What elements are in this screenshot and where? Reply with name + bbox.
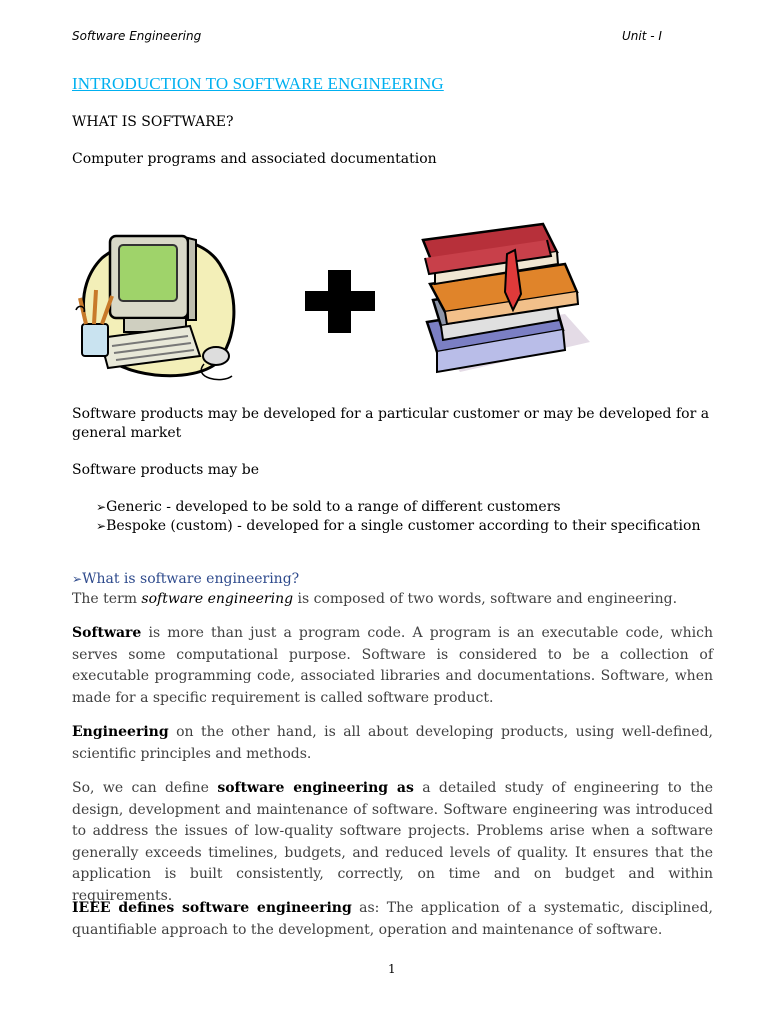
ieee-bold: IEEE defines software engineering (72, 900, 352, 916)
define-rest: a detailed study of engineering to the design, development and maintenance of software. Software engineering was introduced to address the issues of low-quality software projects. Problems arise when a software generally exceeds timelines, budgets, and reduced levels of quality. It ensures that the application is built consistently, correctly, on time and on budget and within requirements. (72, 780, 713, 904)
header-right: Unit - I (622, 29, 662, 43)
ieee-paragraph (72, 898, 713, 941)
se-heading-text: What is software engineering? (82, 571, 300, 587)
bullet-text: Generic - developed to be sold to a range of different customers (106, 499, 561, 515)
bullet-generic (96, 498, 561, 517)
header-left: Software Engineering (72, 29, 202, 43)
define-paragraph (72, 778, 713, 907)
software-rest: is more than just a program code. A program is an executable code, which serves some computational purpose. Software is considered to be a collection of executable programming code, associated libraries and documentations. Software, when made for a specific requirement is called software product. (72, 625, 713, 706)
arrow-bullet-icon: ➢ (72, 572, 83, 586)
arrow-bullet-icon: ➢ (96, 519, 107, 533)
term-pre: The term (72, 591, 142, 607)
engineering-paragraph (72, 722, 713, 765)
computer-icon (72, 228, 240, 384)
bullet-bespoke (96, 517, 700, 536)
term-post: is composed of two words, software and engineering. (293, 591, 678, 607)
define-pre: So, we can define (72, 780, 218, 796)
products-paragraph-2: Software products may be (72, 462, 259, 478)
software-paragraph (72, 623, 713, 709)
term-italic: software engineering (141, 591, 294, 607)
define-bold: software engineering as (217, 780, 414, 796)
section-heading: WHAT IS SOFTWARE? (72, 114, 234, 130)
plus-icon (305, 270, 375, 333)
bullet-text: Bespoke (custom) - developed for a single customer according to their specification (106, 518, 701, 534)
products-paragraph-1: Software products may be developed for a particular customer or may be developed for a general market (72, 406, 710, 441)
engineering-bold: Engineering (72, 724, 169, 740)
software-bold: Software (72, 625, 142, 641)
ieee-rest: as: The application of a systematic, disciplined, quantifiable approach to the development, operation and maintenance of software. (72, 900, 713, 938)
page-title: INTRODUCTION TO SOFTWARE ENGINEERING (72, 74, 444, 93)
arrow-bullet-icon: ➢ (96, 500, 107, 514)
books-icon (415, 222, 595, 384)
software-definition: Computer programs and associated documentation (72, 151, 437, 167)
term-paragraph (72, 589, 713, 611)
se-heading (72, 571, 299, 587)
page-number: 1 (388, 962, 396, 976)
engineering-rest: on the other hand, is all about developing products, using well-defined, scientific principles and methods. (72, 724, 713, 762)
